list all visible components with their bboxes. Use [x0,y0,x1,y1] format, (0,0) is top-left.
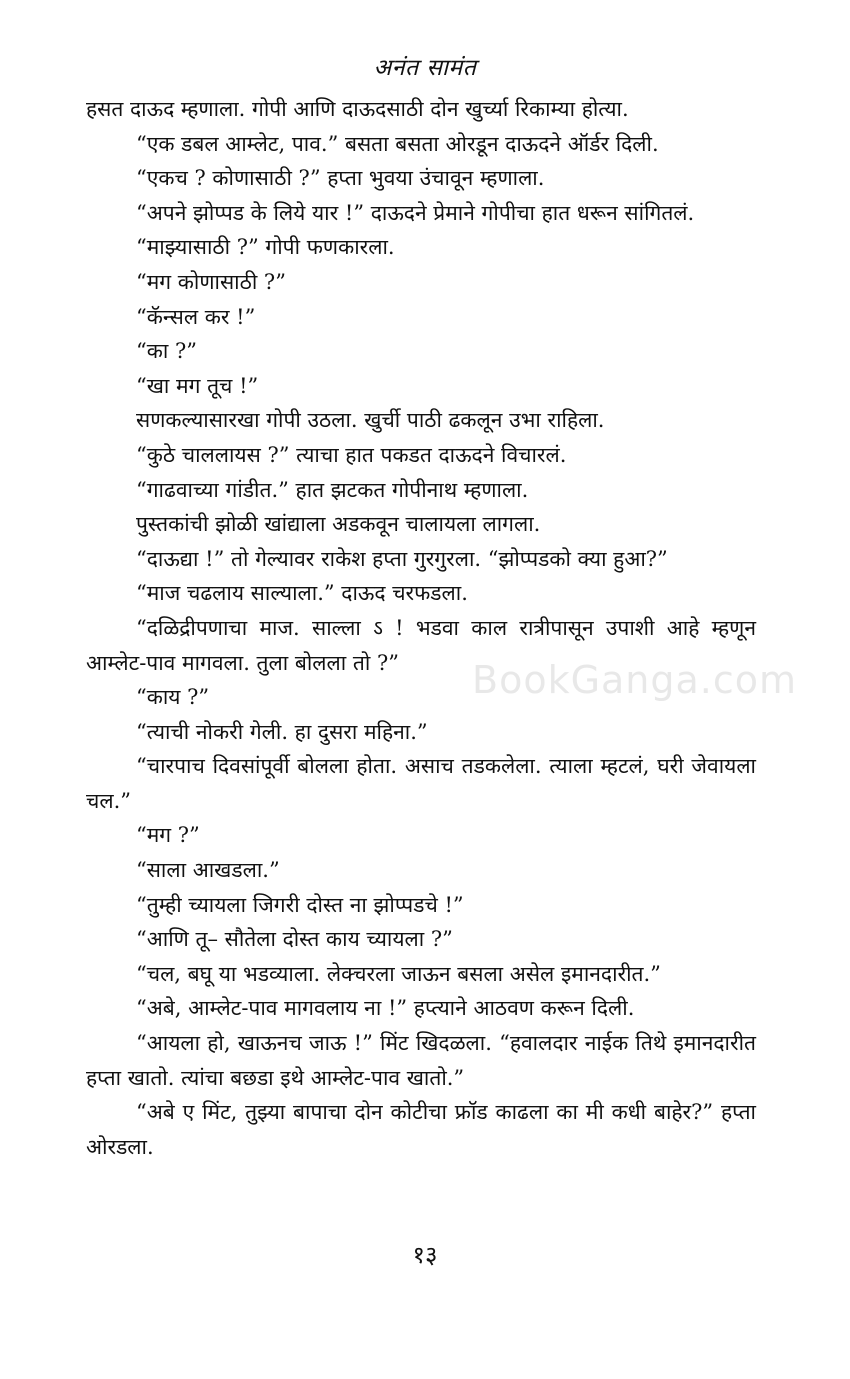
paragraph: “का ?” [136,339,197,364]
paragraph: “मग कोणासाठी ?” [136,269,286,294]
paragraph: “गाढवाच्या गांडीत.” हात झटकत गोपीनाथ म्हणाला. [136,477,529,502]
body-text [86,92,756,1164]
paragraph: हसत दाऊद म्हणाला. गोपी आणि दाऊदसाठी दोन खुर्च्या रिकाम्या होत्या. [86,97,629,121]
page-number: १३ [412,1241,438,1269]
paragraph: “एक डबल आम्लेट, पाव.” बसता बसता ओरडून दाऊदने ऑर्डर दिली. [136,131,659,156]
paragraph: “माझ्यासाठी ?” गोपी फणकारला. [136,235,395,260]
paragraph: “खा मग तूच !” [136,373,259,398]
paragraph: “अबे ए मिंट, तुझ्या बापाचा दोन कोटीचा फ्रॉड काढला का मी कधी बाहेर?” हप्ता ओरडला. [86,1100,756,1159]
paragraph: “आयला हो, खाऊनच जाऊ !” मिंट खिदळला. “हवालदार नाईक तिथे इमानदारीत हप्ता खातो. त्यांचा बछडा इथे आम्लेट-पाव खातो.” [86,1031,756,1090]
paragraph: “तुम्ही च्यायला जिगरी दोस्त ना झोप्पडचे !” [136,892,464,917]
paragraph: “दाऊद्या !” तो गेल्यावर राकेश हप्ता गुरगुरला. “झोप्पडको क्या हुआ?” [136,546,668,571]
paragraph: “अपने झोप्पड के लिये यार !” दाऊदने प्रेमाने गोपीचा हात धरून सांगितलं. [136,200,695,225]
paragraph: “एकच ? कोणासाठी ?” हप्ता भुवया उंचावून म्हणाला. [136,166,545,191]
paragraph: “चारपाच दिवसांपूर्वी बोलला होता. असाच तडकलेला. त्याला म्हटलं, घरी जेवायला चल.” [86,754,756,813]
paragraph: “कॅन्सल कर !” [136,304,256,329]
paragraph: “चल, बघू या भडव्याला. लेक्चरला जाऊन बसला असेल इमानदारीत.” [136,961,661,986]
running-head-author: अनंत सामंत [373,55,477,81]
paragraph: “साला आखडला.” [136,858,280,883]
paragraph: “अबे, आम्लेट-पाव मागवलाय ना !” हप्त्याने आठवण करून दिली. [136,996,635,1021]
paragraph: पुस्तकांची झोळी खांद्याला अडकवून चालायला लागला. [136,512,541,537]
paragraph: “कुठे चाललायस ?” त्याचा हात पकडत दाऊदने विचारलं. [136,442,567,467]
paragraph: “काय ?” [136,685,210,710]
watermark: BookGanga.com [472,658,798,702]
paragraph: “आणि तू– सौतेला दोस्त काय च्यायला ?” [136,927,453,952]
paragraph: “दळिद्रीपणाचा माज. साल्ला ऽ ! भडवा काल रात्रीपासून उपाशी आहे म्हणून आम्लेट-पाव मागवला. तुला बोलला तो ?” [86,615,756,675]
paragraph: “माज चढलाय साल्याला.” दाऊद चरफडला. [136,581,468,606]
paragraph: “त्याची नोकरी गेली. हा दुसरा महिना.” [136,719,428,744]
paragraph: “मग ?” [136,823,200,848]
paragraph: सणकल्यासारखा गोपी उठला. खुर्ची पाठी ढकलून उभा राहिला. [136,408,605,433]
